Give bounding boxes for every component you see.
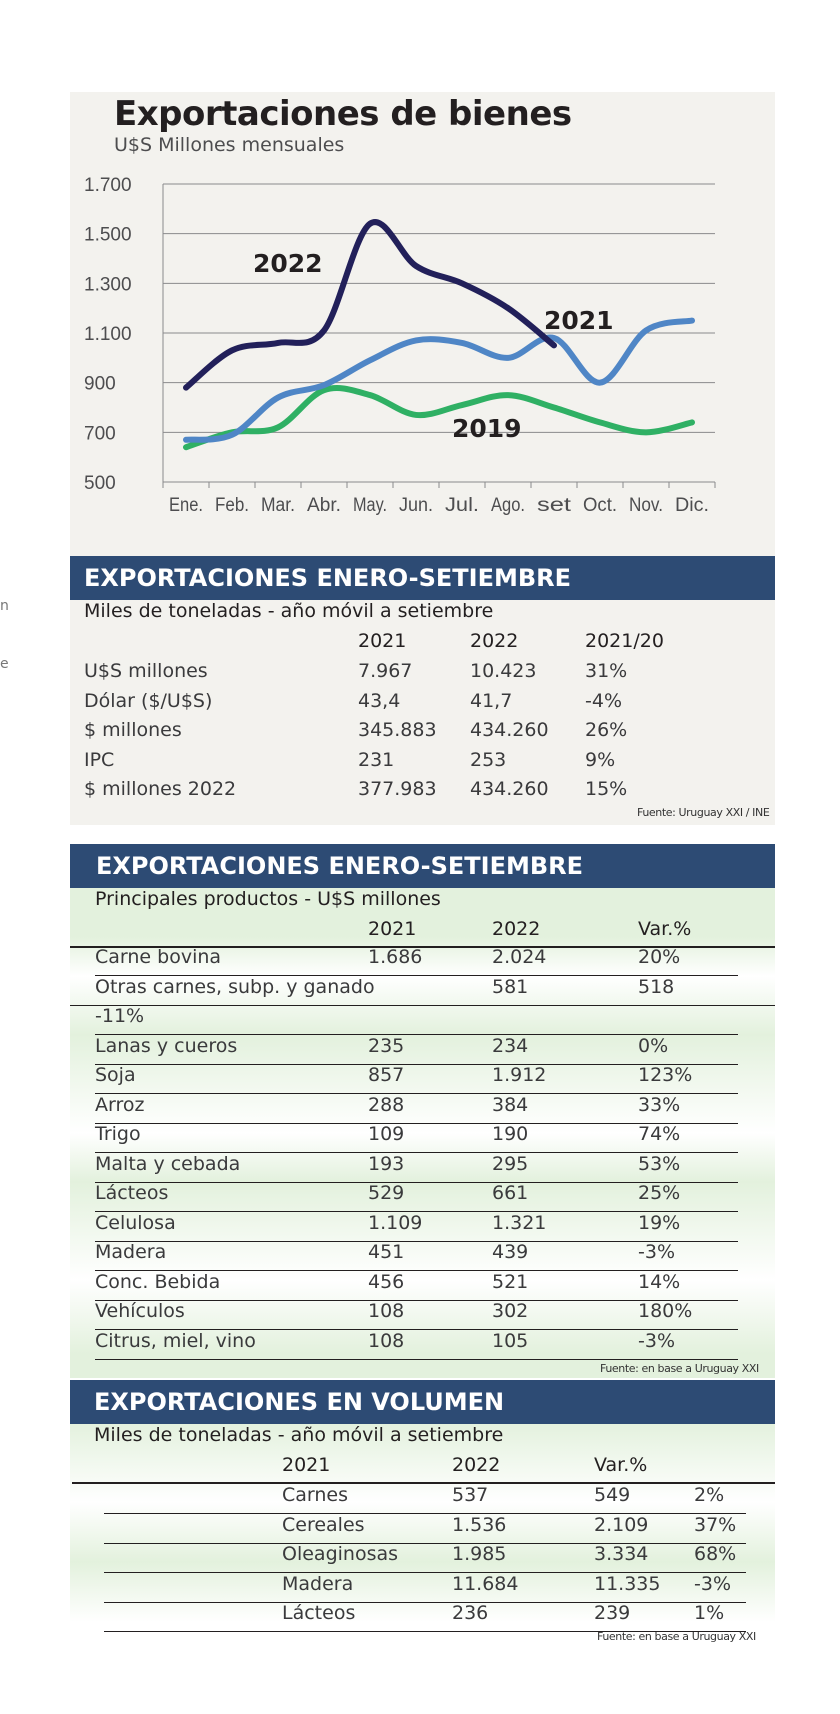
table1-row-2022: 434.260 [470, 778, 549, 800]
table1-header-2021: 2021 [358, 630, 407, 652]
y-tick-label: 500 [84, 473, 116, 494]
table3-subtitle: Miles de toneladas - año móvil a setiembre [94, 1424, 504, 1446]
table2-row-var: 19% [638, 1211, 681, 1234]
series-label-2022: 2022 [253, 249, 323, 278]
table3-title: EXPORTACIONES EN VOLUMEN [70, 1380, 775, 1424]
table3-row-label: Lácteos [282, 1602, 356, 1624]
table2-row-2021: 529 [368, 1182, 405, 1204]
table3-row-col2: 549 [594, 1484, 631, 1506]
x-tick-label: Jul. [445, 495, 479, 516]
table1-row-var: 9% [585, 748, 616, 771]
chart-panel [70, 92, 775, 557]
table3-row-col1: 1.985 [452, 1543, 507, 1565]
table2-row-var: 53% [638, 1152, 681, 1175]
x-tick-label: Mar. [261, 495, 295, 516]
y-tick-label: 1.300 [84, 274, 132, 296]
x-tick-label: Nov. [629, 495, 663, 516]
table2-row-2021: 857 [368, 1064, 405, 1086]
table2-row-label: Celulosa [95, 1211, 176, 1234]
x-tick-label: Dic. [675, 495, 709, 516]
table2-row-2022: 190 [492, 1123, 529, 1145]
table2-row-var: 14% [638, 1270, 681, 1293]
table3-row-rule [104, 1602, 746, 1603]
table2-row-label: Citrus, miel, vino [95, 1329, 256, 1352]
table1-row-2022: 434.260 [470, 719, 549, 741]
table2-row-label: Lácteos [95, 1182, 169, 1204]
x-tick-label: Feb. [215, 495, 249, 516]
table3-row-col1: 1.536 [452, 1513, 507, 1536]
table3-row-col3: 37% [694, 1513, 737, 1536]
table2-row-2022: 2.024 [492, 946, 547, 968]
table2-row-2021: 451 [368, 1241, 405, 1263]
table3-row-col3: 2% [694, 1484, 725, 1506]
table3-row-label: Oleaginosas [282, 1543, 399, 1565]
table3-row-label: Cereales [282, 1513, 365, 1536]
series-label-2019: 2019 [452, 414, 522, 443]
table2-row-label: Soja [95, 1064, 136, 1086]
table2-row-var: 20% [638, 946, 681, 968]
table2-row-var: 25% [638, 1182, 681, 1204]
table2-row-2022: 295 [492, 1152, 529, 1175]
table2-row-var: 180% [638, 1300, 693, 1322]
table3-row-col2: 239 [594, 1602, 631, 1624]
table1-subtitle: Miles de toneladas - año móvil a setiembre [84, 600, 494, 622]
table3-row-col2: 3.334 [594, 1543, 649, 1565]
table2-header-2021: 2021 [368, 918, 417, 940]
table2-source: Fuente: en base a Uruguay XXI [600, 1362, 759, 1375]
series-line-2021 [186, 321, 692, 440]
x-tick-label: set [537, 495, 572, 516]
table2-row-2022: 581 [492, 975, 529, 998]
x-tick-label: Ago. [491, 495, 525, 516]
table2-row-var: 0% [638, 1034, 669, 1057]
table3-row-rule [104, 1543, 746, 1544]
table1-row-label: Dólar ($/U$S) [84, 689, 213, 712]
table2-row-2022: 234 [492, 1034, 529, 1057]
table3-row-col2: 2.109 [594, 1513, 649, 1536]
table3-header-rule [72, 1482, 775, 1484]
table2-row-label: Vehículos [95, 1300, 185, 1322]
table2-row-2021: 1.109 [368, 1211, 423, 1234]
table2-row-var: -3% [638, 1241, 675, 1263]
y-tick-label: 1.100 [84, 324, 132, 345]
x-tick-label: Abr. [307, 495, 341, 516]
x-tick-label: May. [353, 495, 387, 516]
table3-header-2022: 2022 [452, 1454, 501, 1476]
table1-row-2021: 7.967 [358, 660, 413, 682]
table3-background [70, 1422, 775, 1622]
x-tick-label: Ene. [169, 495, 203, 516]
table3-row-rule [104, 1513, 746, 1514]
y-tick-label: 1.700 [84, 175, 132, 196]
y-tick-label: 700 [84, 423, 116, 445]
table2-row-2021: 288 [368, 1093, 405, 1116]
table2-row-2021: 108 [368, 1300, 405, 1322]
table1-header-2022: 2022 [470, 630, 519, 652]
table1-row-2021: 345.883 [358, 719, 437, 741]
table3-source: Fuente: en base a Uruguay XXI [597, 1630, 756, 1643]
table3-row-col2: 11.335 [594, 1572, 661, 1595]
table2-row-label: Trigo [95, 1123, 141, 1145]
table1-row-2021: 43,4 [358, 689, 401, 712]
table3-header-var: Var.% [594, 1454, 648, 1476]
table2-row-var: 518 [638, 975, 675, 998]
table3-header-2021: 2021 [282, 1454, 331, 1476]
table2-row-label: Conc. Bebida [95, 1270, 221, 1293]
table2-row-label: Madera [95, 1241, 167, 1263]
table3-row-col3: 68% [694, 1543, 737, 1565]
table2-row-rule [95, 1359, 738, 1360]
table1-row-var: 31% [585, 660, 628, 682]
table2-row-label: Carne bovina [95, 946, 222, 968]
line-chart [70, 92, 775, 557]
chart-title: Exportaciones de bienes [114, 94, 572, 134]
y-tick-label: 1.500 [84, 224, 132, 246]
table3-row-col1: 11.684 [452, 1572, 519, 1595]
table1-row-var: -4% [585, 689, 622, 712]
table2-row-rule [70, 1005, 775, 1007]
edge-mark-1: n [0, 598, 9, 614]
table2-row-var: 33% [638, 1093, 681, 1116]
table2-row-label: Malta y cebada [95, 1152, 241, 1175]
series-label-2021: 2021 [544, 306, 614, 335]
table2-row-2022: 105 [492, 1329, 529, 1352]
table2-row-2022: 302 [492, 1300, 529, 1322]
table2-subtitle: Principales productos - U$S millones [95, 888, 441, 910]
table1-row-2022: 10.423 [470, 660, 537, 682]
table2-row-2021: 109 [368, 1123, 405, 1145]
table2-row-2021: 193 [368, 1152, 405, 1175]
table2-row-2022: 384 [492, 1093, 529, 1116]
table2-row-label: Otras carnes, subp. y ganado [95, 975, 375, 998]
table2-row-2021: 108 [368, 1329, 405, 1352]
table2-row-2022: 1.321 [492, 1211, 547, 1234]
table2-row-2022: 439 [492, 1241, 529, 1263]
table2-row-label: -11% [95, 1005, 145, 1027]
table2-row-label: Arroz [95, 1093, 145, 1116]
table2-header-2022: 2022 [492, 918, 541, 940]
x-tick-label: Jun. [399, 495, 433, 516]
table3-row-col3: -3% [694, 1572, 731, 1595]
table1-row-label: $ millones [84, 719, 182, 741]
table1-row-2022: 253 [470, 748, 507, 771]
table2-row-var: 74% [638, 1123, 681, 1145]
x-tick-label: Oct. [583, 495, 617, 516]
table2-row-2021: 1.686 [368, 946, 423, 968]
table3-row-col1: 537 [452, 1484, 489, 1506]
table1-row-label: $ millones 2022 [84, 778, 237, 800]
table3-row-col1: 236 [452, 1602, 489, 1624]
table1-row-2021: 377.983 [358, 778, 437, 800]
table1-row-2021: 231 [358, 748, 395, 771]
table2-row-2021: 235 [368, 1034, 405, 1057]
table1-row-2022: 41,7 [470, 689, 513, 712]
table1-row-var: 15% [585, 778, 628, 800]
table3-row-col3: 1% [694, 1602, 725, 1624]
table3-row-label: Madera [282, 1572, 354, 1595]
table1-row-var: 26% [585, 719, 628, 741]
table2-row-label: Lanas y cueros [95, 1034, 238, 1057]
table3-row-label: Carnes [282, 1484, 349, 1506]
table1-title: EXPORTACIONES ENERO-SETIEMBRE [70, 556, 775, 600]
series-line-2019 [186, 388, 692, 447]
table1-row-label: U$S millones [84, 660, 208, 682]
table2-row-2022: 661 [492, 1182, 529, 1204]
table2-row-2021: 456 [368, 1270, 405, 1293]
table1-header-var: 2021/20 [585, 630, 664, 652]
y-tick-label: 900 [84, 373, 116, 395]
table1-row-label: IPC [84, 748, 115, 771]
table2-row-2022: 521 [492, 1270, 529, 1293]
table2-row-var: -3% [638, 1329, 675, 1352]
table2-title: EXPORTACIONES ENERO-SETIEMBRE [70, 844, 775, 888]
edge-mark-2: e [0, 656, 9, 672]
table2-header-var: Var.% [638, 918, 692, 940]
table1-source: Fuente: Uruguay XXI / INE [637, 806, 770, 819]
table2-row-2022: 1.912 [492, 1064, 547, 1086]
table2-row-var: 123% [638, 1064, 693, 1086]
chart-subtitle: U$S Millones mensuales [114, 134, 345, 156]
